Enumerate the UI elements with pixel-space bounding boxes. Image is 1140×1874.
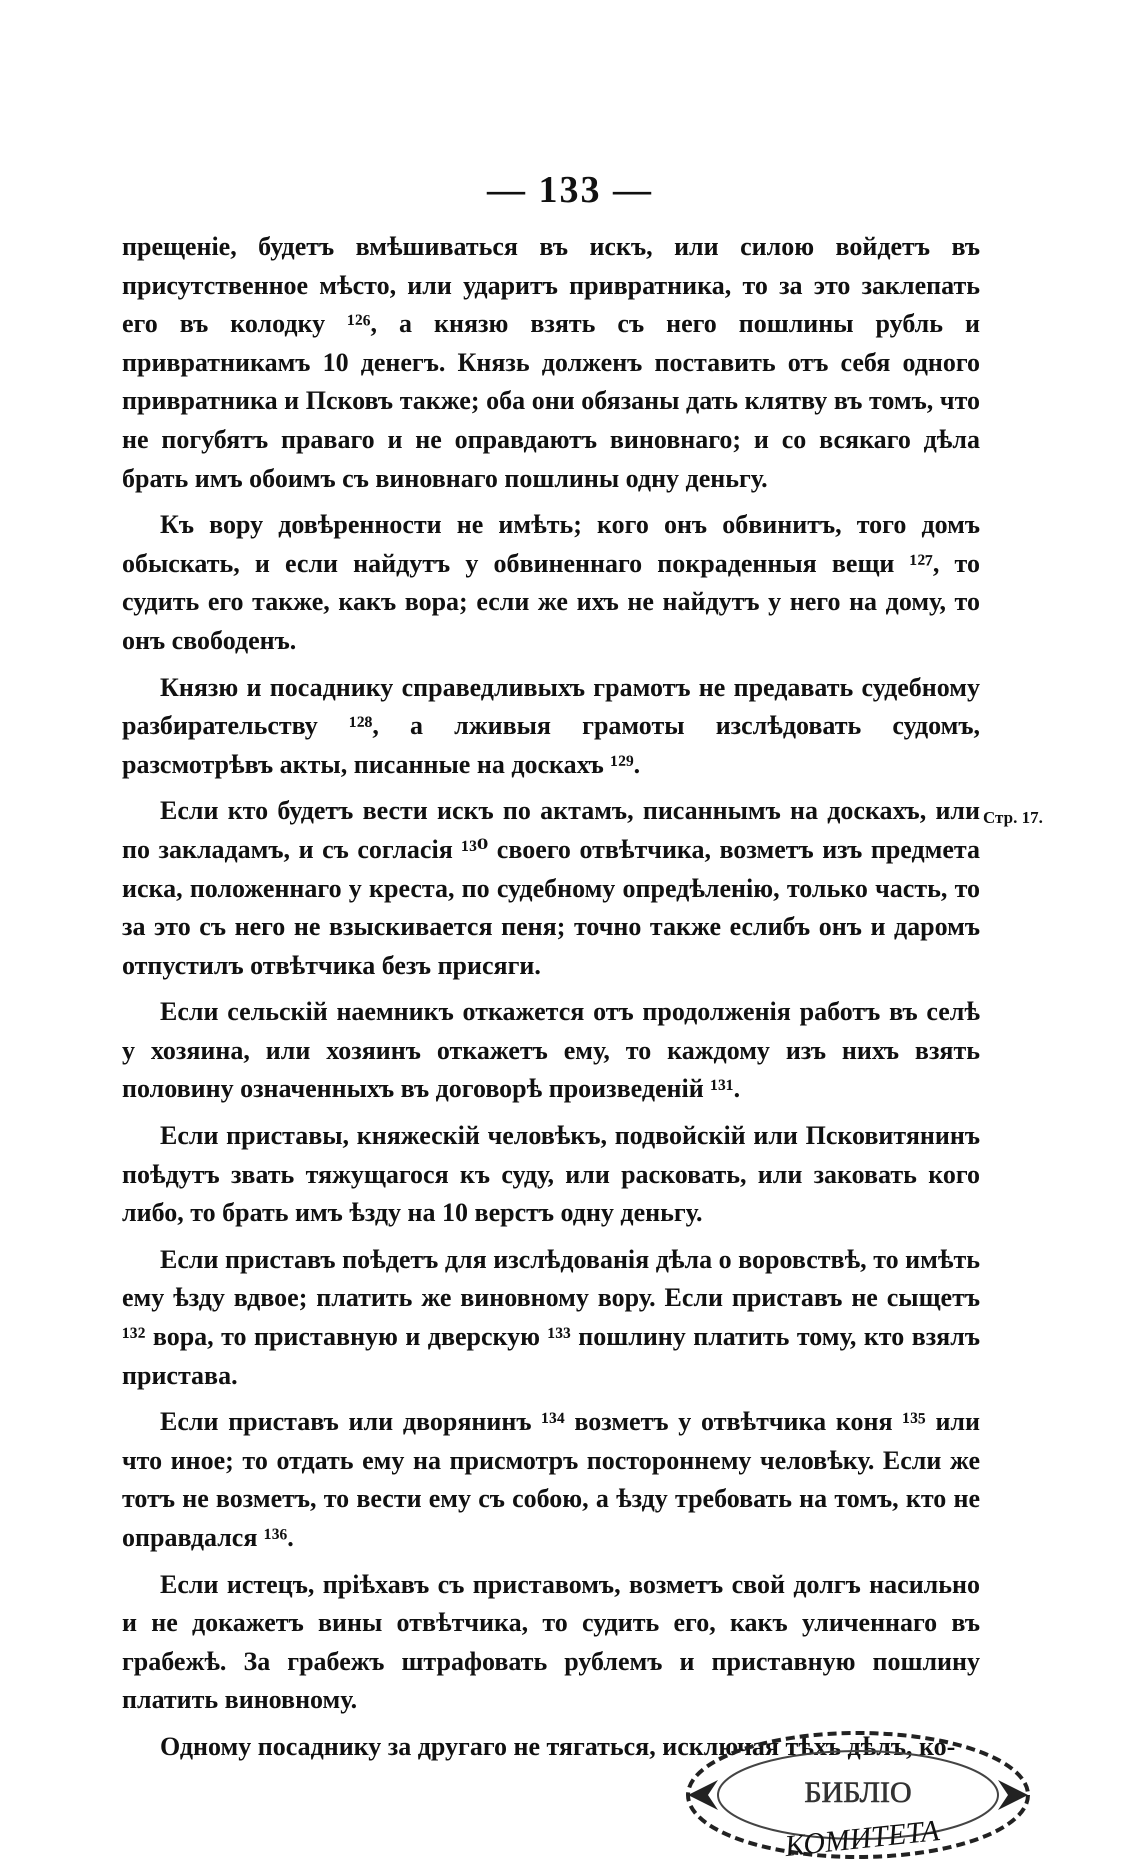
stamp-graphic xyxy=(668,1700,1038,1865)
paragraph-10: Одному посаднику за другаго не тягаться, исключая тѣхъ дѣлъ, ко- xyxy=(160,1731,956,1761)
page-number: — 133 — xyxy=(487,169,653,211)
paragraph-7: Если приставъ поѣдетъ для изслѣдованія дѣла о воровствѣ, то имѣть ему ѣзду вдвое; платить же виновному вору. Если приставъ не сыщетъ ¹³² вора, то приставную и дверскую ¹³³ пошлину платить тому, кто взялъ пристава. xyxy=(122,1244,980,1390)
paragraph-3: Князю и посаднику справедливыхъ грамотъ не предавать судебному разбирательству ¹²⁸, а лживыя грамоты изслѣдовать судомъ, разсмотрѣвъ акты, писанные на доскахъ ¹²⁹. xyxy=(122,672,980,779)
paragraph-6: Если приставы, княжескій человѣкъ, подвойскій или Псковитянинъ поѣдутъ звать тяжущагося къ суду, или расковать, или заковать кого либо, то брать имъ ѣзду на 10 верстъ одну деньгу. xyxy=(122,1121,980,1228)
paragraph-1: прещеніе, будетъ вмѣшиваться въ искъ, или силою войдетъ въ присутственное мѣсто, или ударитъ привратника, то за это заклепать его въ колодку ¹²⁶, а князю взять съ него пошлины рубль и привратникамъ 10 денегъ. Князь долженъ поставить отъ себя одного привратника и Псковъ также; оба они обязаны дать клятву въ томъ, что не погубятъ праваго и не оправдаютъ виновнаго; и со всякаго дѣла брать имъ обоимъ съ виновнаго пошлины одну деньгу. xyxy=(122,232,980,493)
paragraph-8: Если приставъ или дворянинъ ¹³⁴ возметъ у отвѣтчика коня ¹³⁵ или что иное; то отдать ему на присмотръ постороннему человѣку. Если же тотъ не возметъ, то вести ему съ собою, а ѣзду требовать на томъ, кто не оправдался ¹³⁶. xyxy=(122,1407,980,1552)
paragraph-4: Если кто будетъ вести искъ по актамъ, писаннымъ на доскахъ, или по закладамъ, и съ согласія ¹³⁰ своего отвѣтчика, возметъ изъ предмета иска, положеннаго у креста, по судебному опредѣленію, только часть, то за это съ него не взыскивается пеня; точно также еслибъ онъ и даромъ отпустилъ отвѣтчика безъ присяги. xyxy=(122,796,980,980)
margin-note: Стр. 17. xyxy=(983,808,1043,827)
stamp-text-line2: КОМИТЕТА xyxy=(783,1814,941,1864)
paragraph-5: Если сельскій наемникъ откажется отъ продолженія работъ въ селѣ у хозяина, или хозяинъ откажетъ ему, то каждому изъ нихъ взять половину означенныхъ въ договорѣ произведеній ¹³¹. xyxy=(122,997,980,1104)
paragraph-2: Къ вору довѣренности не имѣть; кого онъ обвинитъ, того домъ обыскать, и если найдутъ у обвиненнаго покраденныя вещи ¹²⁷, то судить его также, какъ вора; если же ихъ не найдутъ у него на дому, то онъ свободенъ. xyxy=(122,510,980,655)
stamp-text-line1: БИБЛІО xyxy=(804,1776,912,1809)
library-stamp xyxy=(668,1700,1038,1865)
body-text xyxy=(122,228,980,1775)
paragraph-9: Если истецъ, пріѣхавъ съ приставомъ, возметъ свой долгъ насильно и не докажетъ вины отвѣтчика, то судить его, какъ уличеннаго въ грабежѣ. За грабежъ штрафовать рублемъ и приставную пошлину платить виновному. xyxy=(122,1569,980,1715)
